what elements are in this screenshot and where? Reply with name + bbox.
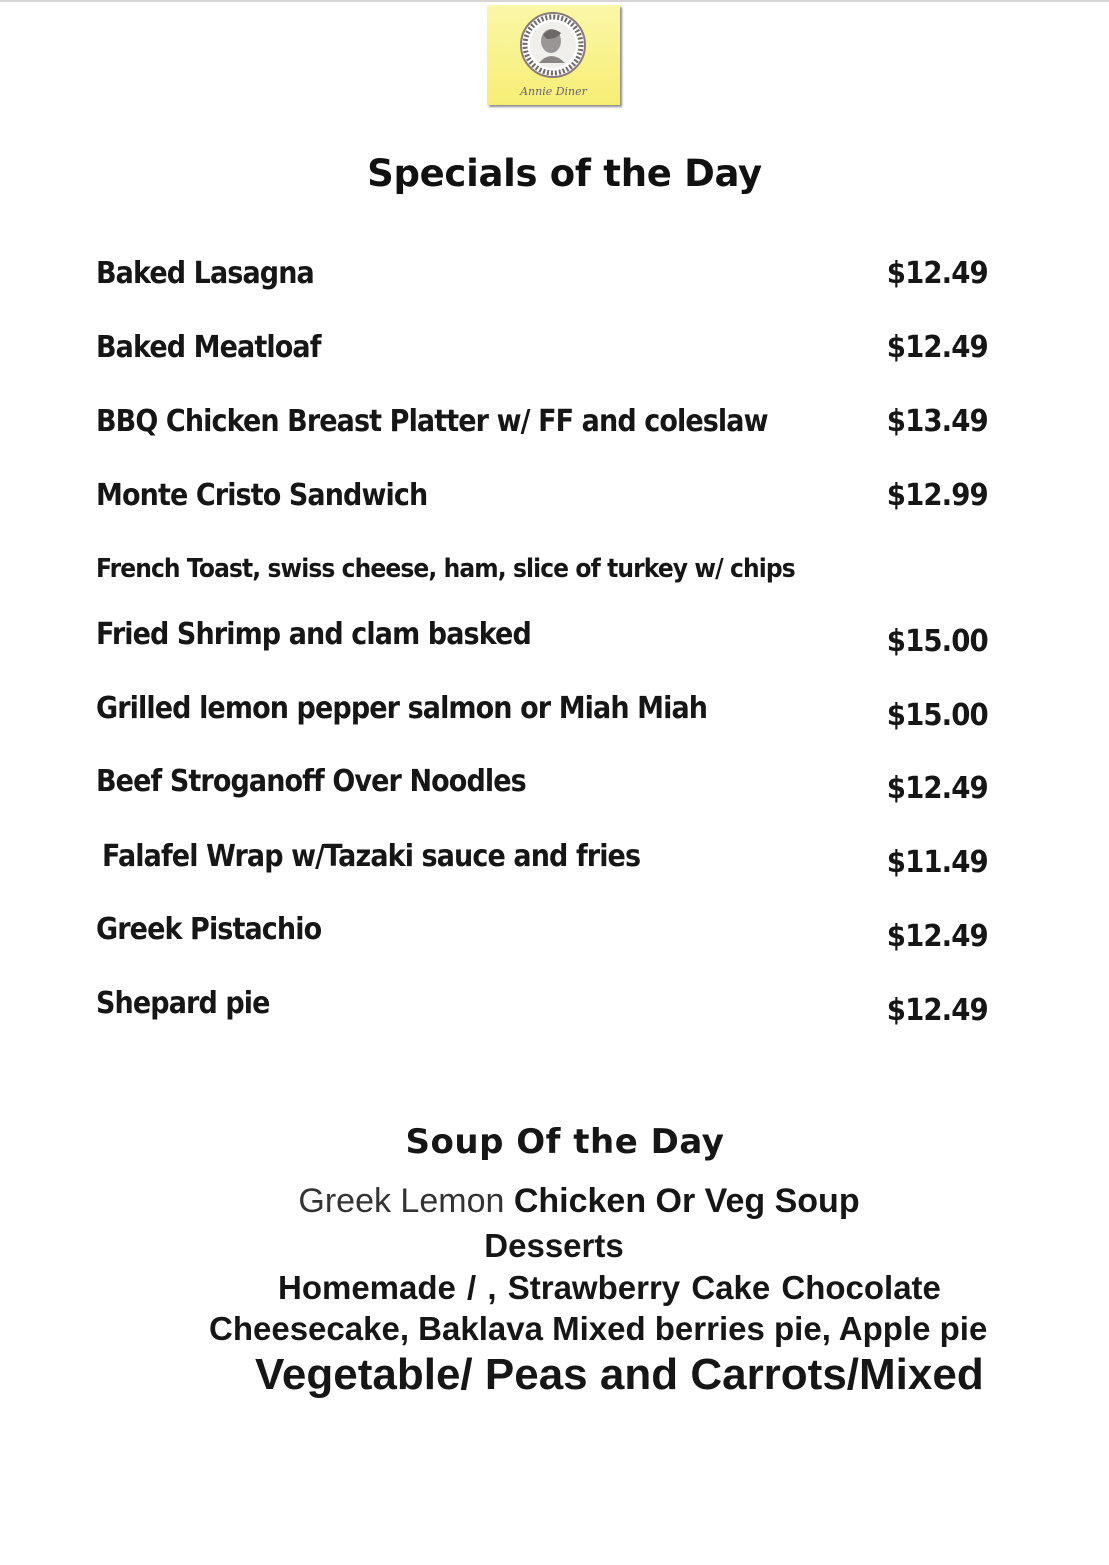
soup-light-text: Greek Lemon: [298, 1182, 514, 1220]
top-border: [0, 0, 1109, 2]
special-price: $11.49: [887, 845, 988, 880]
restaurant-logo: [487, 5, 620, 105]
special-description: French Toast, swiss cheese, ham, slice of turkey w/ chips: [96, 554, 795, 584]
special-name: Shepard pie: [96, 986, 270, 1021]
soup-heading: Soup Of the Day: [405, 1122, 725, 1162]
special-name: Baked Lasagna: [96, 256, 314, 291]
special-price: $15.00: [887, 698, 988, 733]
special-price: $13.49: [887, 404, 988, 439]
special-name: BBQ Chicken Breast Platter w/ FF and coleslaw: [96, 404, 768, 439]
special-price: $12.49: [887, 330, 988, 365]
soup-line: [0, 1180, 1109, 1222]
special-name: Baked Meatloaf: [96, 330, 321, 365]
special-name: Monte Cristo Sandwich: [96, 478, 428, 513]
special-name: Beef Stroganoff Over Noodles: [96, 764, 526, 799]
special-price: $12.49: [887, 993, 988, 1028]
desserts-line: Homemade / , Strawberry Cake Chocolate: [278, 1269, 941, 1306]
special-name: Grilled lemon pepper salmon or Miah Miah: [96, 691, 708, 726]
desserts-heading: Desserts: [484, 1227, 624, 1264]
special-name: Falafel Wrap w/Tazaki sauce and fries: [102, 839, 641, 874]
vegetable-line: Vegetable/ Peas and Carrots/Mixed: [255, 1350, 984, 1399]
desserts-line: Cheesecake, Baklava Mixed berries pie, Apple pie: [209, 1310, 988, 1347]
special-name: Greek Pistachio: [96, 912, 322, 947]
special-price: $15.00: [887, 624, 988, 659]
page-title: Specials of the Day: [367, 152, 762, 195]
special-name: Fried Shrimp and clam basked: [96, 617, 531, 652]
special-price: $12.99: [887, 478, 988, 513]
soup-bold-text: Chicken Or Veg Soup: [513, 1182, 860, 1220]
logo-script-text: Annie Diner: [520, 85, 587, 98]
special-price: $12.49: [887, 919, 988, 954]
special-price: $12.49: [887, 771, 988, 806]
special-price: $12.49: [887, 256, 988, 291]
